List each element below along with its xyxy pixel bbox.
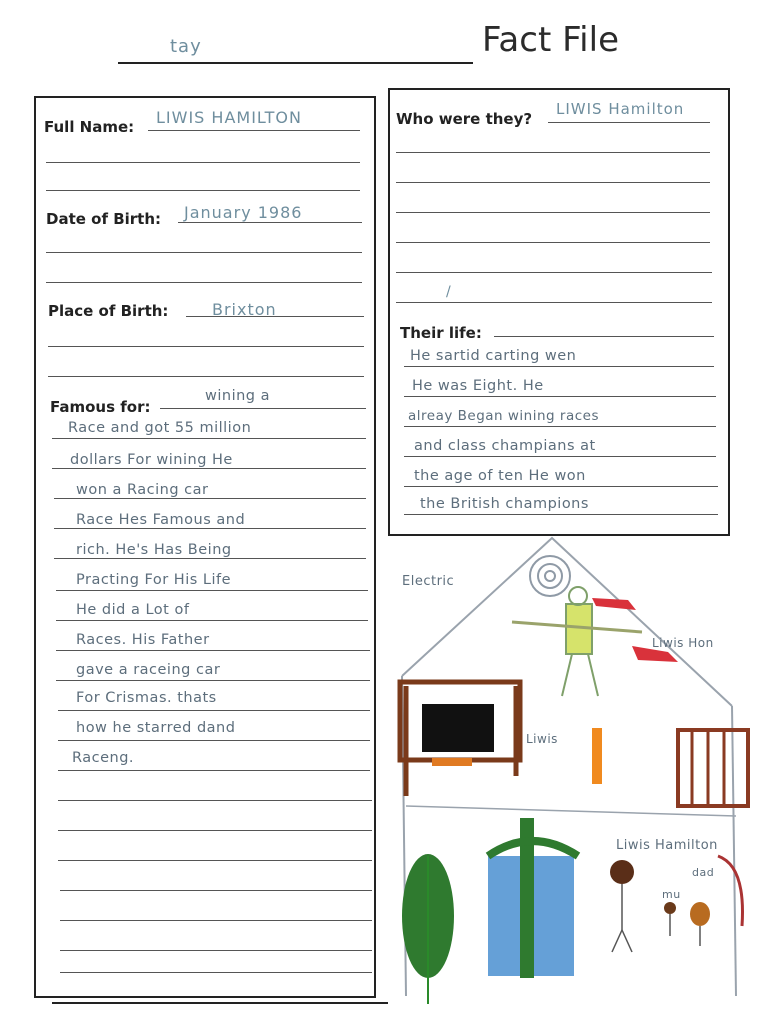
rule (48, 346, 364, 347)
who-line (548, 122, 710, 123)
famous-label: Famous for: (50, 398, 151, 416)
rule (58, 860, 372, 861)
rule (60, 950, 372, 951)
rule (404, 486, 718, 487)
rule (396, 302, 712, 303)
famous-line: wining a (205, 388, 270, 404)
life-line-text: and class champians at (414, 438, 596, 454)
name-line (118, 62, 473, 64)
rule (54, 558, 366, 559)
rule (58, 830, 372, 831)
drawing-label: Liwis (526, 732, 558, 746)
rule (60, 920, 372, 921)
rule (56, 650, 370, 651)
rule (396, 242, 710, 243)
rule (396, 152, 710, 153)
famous-line: how he starred dand (76, 720, 236, 736)
dob-line (178, 222, 362, 223)
who-mark: / (446, 284, 452, 300)
full-name-line (148, 130, 360, 131)
drawing-label: dad (692, 866, 715, 879)
famous-line: Practing For His Life (76, 572, 232, 588)
famous-line: Race and got 55 million (68, 420, 252, 436)
pob-value: Brixton (212, 300, 277, 319)
life-line-text: the British champions (420, 496, 589, 512)
rule (46, 282, 362, 283)
famous-line: won a Racing car (76, 482, 209, 498)
life-label: Their life: (400, 324, 482, 342)
life-line-text: He sartid carting wen (410, 348, 577, 364)
famous-line: dollars For wining He (70, 452, 233, 468)
rule (396, 272, 712, 273)
rule (60, 890, 372, 891)
page-title: Fact File (482, 20, 619, 60)
drawing-label: mu (662, 888, 681, 901)
rule (54, 498, 366, 499)
rule (396, 212, 710, 213)
rule (404, 426, 716, 427)
house-drawing (392, 536, 754, 1006)
pob-label: Place of Birth: (48, 302, 169, 320)
student-name: tay (170, 36, 202, 57)
life-line-text: alreay Began wining races (408, 408, 599, 424)
rule (58, 800, 372, 801)
famous-line: Race Hes Famous and (76, 512, 246, 528)
who-value: LIWIS Hamilton (556, 100, 685, 118)
famous-line: rich. He's Has Being (76, 542, 232, 558)
rule (404, 514, 718, 515)
dob-label: Date of Birth: (46, 210, 162, 228)
bottom-border (52, 1002, 388, 1004)
drawing-label: Liwis Hon (652, 636, 714, 650)
rule (58, 710, 370, 711)
rule (56, 680, 370, 681)
rule (46, 190, 360, 191)
rule (404, 366, 714, 367)
rule (52, 468, 366, 469)
pob-line (186, 316, 364, 317)
rule (404, 396, 716, 397)
rule (46, 252, 362, 253)
rule (58, 740, 370, 741)
life-line-text: the age of ten He won (414, 468, 586, 484)
rule (396, 182, 710, 183)
famous-line: gave a raceing car (76, 662, 221, 678)
rule (56, 590, 368, 591)
rule (52, 438, 366, 439)
rule (46, 162, 360, 163)
who-label: Who were they? (396, 110, 533, 128)
famous-line: For Crismas. thats (76, 690, 217, 706)
rule (54, 528, 366, 529)
life-line-text: He was Eight. He (412, 378, 544, 394)
child-drawing (392, 536, 754, 1006)
rule (60, 972, 372, 973)
rule (404, 456, 716, 457)
famous-line: He did a Lot of (76, 602, 190, 618)
drawing-label: Liwis Hamilton (616, 838, 718, 853)
dob-value: January 1986 (184, 203, 303, 222)
famous-line: Races. His Father (76, 632, 210, 648)
rule (56, 620, 368, 621)
famous-line-rule (160, 408, 366, 409)
drawing-label: Electric (402, 574, 455, 589)
rule (48, 376, 364, 377)
life-line (494, 336, 714, 337)
famous-line: Raceng. (72, 750, 135, 766)
rule (58, 770, 370, 771)
full-name-value: LIWIS HAMILTON (156, 108, 302, 127)
full-name-label: Full Name: (44, 118, 135, 136)
